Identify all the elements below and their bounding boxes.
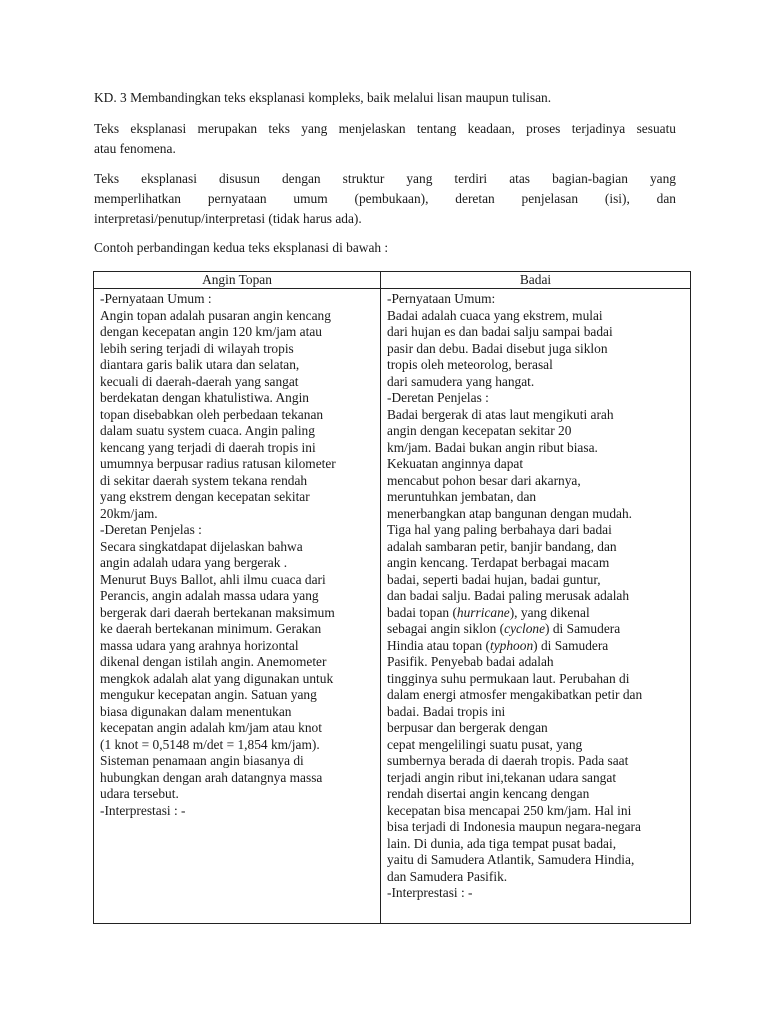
- example-intro: [94, 238, 676, 258]
- cell-line: -Deretan Penjelas :: [100, 522, 202, 537]
- cell-line: yaitu di Samudera Atlantik, Samudera Hindia,: [387, 852, 635, 867]
- cell-line: Menurut Buys Ballot, ahli ilmu cuaca dari: [100, 571, 326, 587]
- cell-line: terjadi angin ribut ini,tekanan udara sangat: [387, 769, 617, 785]
- cell-line: angin kencang. Terdapat berbagai macam: [387, 555, 610, 570]
- cell-line: hubungkan dengan arah datangnya massa: [100, 769, 323, 785]
- structure-line: memperlihatkan pernyataan umum (pembukaan), deretan penjelasan (isi), dan: [94, 191, 676, 206]
- example-text: Contoh perbandingan kedua teks eksplanasi di bawah :: [94, 240, 389, 255]
- cell-line: meruntuhkan jembatan, dan: [387, 489, 537, 504]
- badai-cell: [381, 289, 691, 924]
- cell-line: Angin topan adalah pusaran angin kencang: [100, 307, 331, 323]
- cell-line: massa udara yang arahnya horizontal: [100, 637, 299, 653]
- cell-line: adalah sambaran petir, banjir bandang, dan: [387, 538, 617, 554]
- cell-line: Badai adalah cuaca yang ekstrem, mulai: [387, 307, 603, 323]
- cell-line: -Deretan Penjelas :: [387, 390, 489, 405]
- cell-line: mengkok adalah alat yang digunakan untuk: [100, 670, 334, 686]
- cell-line: -Pernyataan Umum:: [387, 291, 496, 306]
- cell-line: cepat mengelilingi suatu pusat, yang: [387, 736, 583, 752]
- cell-line: -Pernyataan Umum :: [100, 291, 212, 306]
- definition-paragraph: [94, 119, 676, 159]
- cell-line: dari samudera yang hangat.: [387, 373, 535, 389]
- comparison-table: [93, 271, 691, 924]
- cell-line: udara tersebut.: [100, 786, 179, 801]
- cell-line: lebih sering terjadi di wilayah tropis: [100, 340, 294, 356]
- cell-line: sumbernya berada di daerah tropis. Pada saat: [387, 753, 629, 768]
- table-row: [94, 289, 691, 924]
- cell-line: dari hujan es dan badai salju sampai badai: [387, 324, 613, 339]
- cell-line: kecuali di daerah-daerah yang sangat: [100, 373, 299, 389]
- cell-line: Kekuatan anginnya dapat: [387, 456, 524, 471]
- header-angin-topan: Angin Topan: [94, 272, 381, 289]
- cell-line: badai, seperti badai hujan, badai guntur,: [387, 571, 601, 587]
- cell-line: -Interprestasi : -: [100, 802, 186, 818]
- cell-line: sebagai angin siklon (cyclone) di Samudera: [387, 621, 621, 636]
- kd-text: KD. 3 Membandingkan teks eksplanasi kompleks, baik melalui lisan maupun tulisan.: [94, 90, 552, 105]
- cell-line: Pasifik. Penyebab badai adalah: [387, 654, 554, 669]
- definition-line: atau fenomena.: [94, 141, 176, 156]
- cell-line: dalam energi atmosfer mengakibatkan petir dan: [387, 687, 643, 702]
- cell-line: mengukur kecepatan angin. Satuan yang: [100, 687, 317, 702]
- cell-line: bisa terjadi di Indonesia maupun negara-negara: [387, 819, 641, 834]
- cell-line: berdekatan dengan khatulistiwa. Angin: [100, 390, 309, 405]
- cell-line: dan Samudera Pasifik.: [387, 868, 508, 884]
- cell-line: angin adalah udara yang bergerak .: [100, 555, 288, 570]
- cell-line: Perancis, angin adalah massa udara yang: [100, 588, 319, 603]
- cell-line: pasir dan debu. Badai disebut juga siklon: [387, 340, 608, 356]
- cell-line: 20km/jam.: [100, 505, 158, 521]
- cell-line: angin dengan kecepatan sekitar 20: [387, 423, 572, 438]
- cell-line: kecepatan bisa mencapai 250 km/jam. Hal ini: [387, 802, 632, 818]
- cell-line: mencabut pohon besar dari akarnya,: [387, 472, 581, 488]
- cell-line: km/jam. Badai bukan angin ribut biasa.: [387, 439, 598, 455]
- cell-line: tropis oleh meteorolog, berasal: [387, 357, 553, 372]
- cell-line: -Interprestasi : -: [387, 885, 473, 900]
- cell-line: menerbangkan atap bangunan dengan mudah.: [387, 505, 633, 521]
- cell-line: kencang yang terjadi di daerah tropis ini: [100, 439, 316, 455]
- cell-line: Sisteman penamaan angin biasanya di: [100, 753, 304, 768]
- cell-line: Secara singkatdapat dijelaskan bahwa: [100, 538, 303, 554]
- structure-line: Teks eksplanasi disusun dengan struktur yang terdiri atas bagian-bagian yang: [94, 171, 676, 186]
- cell-line: dikenal dengan istilah angin. Anemometer: [100, 654, 327, 669]
- cell-line: umumnya berpusar radius ratusan kilometer: [100, 456, 336, 471]
- structure-line: interpretasi/penutup/interpretasi (tidak harus ada).: [94, 211, 362, 226]
- cell-line: Tiga hal yang paling berbahaya dari badai: [387, 522, 612, 537]
- cell-line: berpusar dan bergerak dengan: [387, 720, 548, 735]
- cell-line: diantara garis balik utara dan selatan,: [100, 357, 300, 372]
- table-header-row: [94, 272, 691, 289]
- definition-line: Teks eksplanasi merupakan teks yang menjelaskan tentang keadaan, proses terjadinya sesuatu: [94, 121, 676, 136]
- cell-line: di sekitar daerah system tekana rendah: [100, 472, 308, 488]
- structure-paragraph: [94, 169, 676, 229]
- cell-line: biasa digunakan dalam menentukan: [100, 703, 292, 719]
- cell-line: topan disebabkan oleh perbedaan tekanan: [100, 406, 324, 422]
- cell-line: badai topan (hurricane), yang dikenal: [387, 604, 590, 620]
- cell-line: lain. Di dunia, ada tiga tempat pusat badai,: [387, 835, 617, 851]
- angin-topan-cell: [94, 289, 381, 924]
- cell-line: Hindia atau topan (typhoon) di Samudera: [387, 637, 609, 653]
- cell-line: yang ekstrem dengan kecepatan sekitar: [100, 489, 310, 504]
- cell-line: dalam suatu system cuaca. Angin paling: [100, 423, 315, 438]
- header-badai: Badai: [381, 272, 691, 289]
- cell-line: badai. Badai tropis ini: [387, 703, 506, 719]
- kd-heading: [94, 88, 676, 108]
- cell-line: kecepatan angin adalah km/jam atau knot: [100, 720, 322, 735]
- cell-line: dengan kecepatan angin 120 km/jam atau: [100, 324, 322, 339]
- cell-line: dan badai salju. Badai paling merusak adalah: [387, 588, 630, 603]
- cell-line: rendah disertai angin kencang dengan: [387, 786, 590, 801]
- cell-line: bergerak dari daerah bertekanan maksimum: [100, 604, 335, 620]
- cell-line: Badai bergerak di atas laut mengikuti arah: [387, 406, 614, 422]
- cell-line: tingginya suhu permukaan laut. Perubahan di: [387, 670, 630, 686]
- cell-line: ke daerah bertekanan minimum. Gerakan: [100, 621, 322, 636]
- cell-line: (1 knot = 0,5148 m/det = 1,854 km/jam).: [100, 736, 320, 752]
